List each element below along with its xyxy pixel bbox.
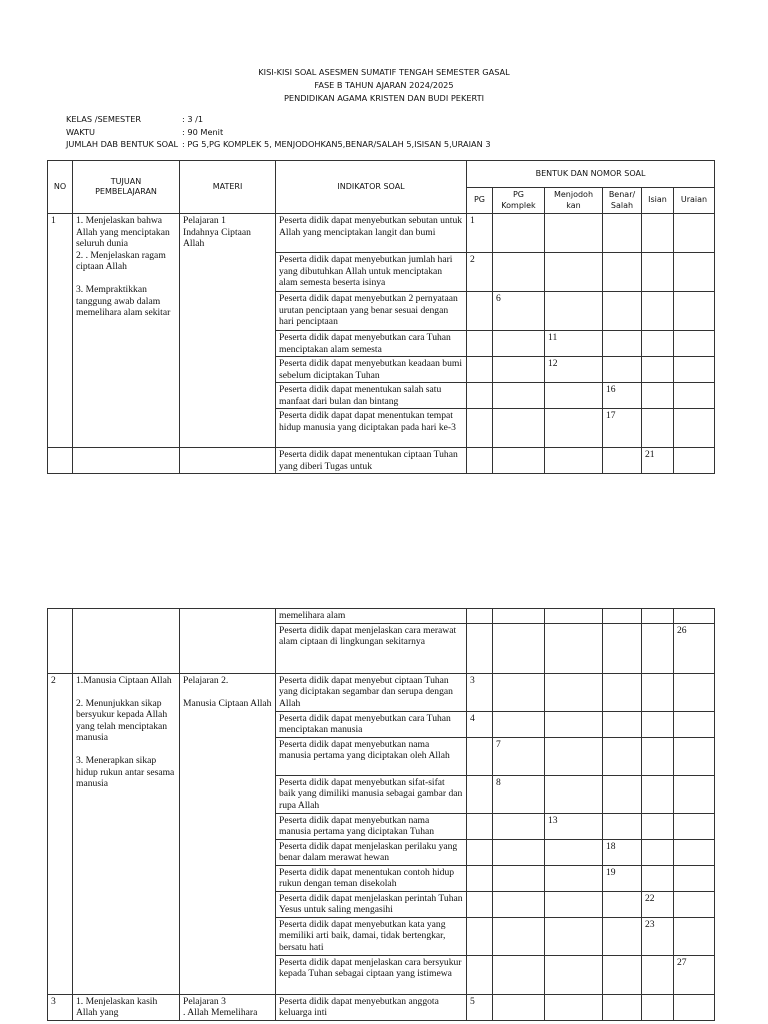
pg-komplek-cell bbox=[493, 609, 545, 624]
isian-cell: 21 bbox=[642, 448, 674, 474]
pg-komplek-cell bbox=[493, 448, 545, 474]
pg-cell: 3 bbox=[467, 673, 493, 711]
isian-cell bbox=[642, 253, 674, 292]
uraian-cell bbox=[674, 839, 715, 865]
pg-komplek-cell bbox=[493, 331, 545, 357]
col-header-pg-komplek: PG Komplek bbox=[493, 188, 545, 214]
pg-cell: 2 bbox=[467, 253, 493, 292]
pg-komplek-cell: 7 bbox=[493, 737, 545, 775]
isian-cell bbox=[642, 609, 674, 624]
table-row bbox=[48, 448, 715, 474]
indikator-cell: Peserta didik dapat menjelaskan perilaku yang benar dalam merawat hewan bbox=[276, 839, 467, 865]
isian-cell bbox=[642, 955, 674, 994]
pg-komplek-cell: 6 bbox=[493, 292, 545, 331]
menjodohkan-cell bbox=[545, 994, 603, 1020]
pg-cell bbox=[467, 331, 493, 357]
isian-cell bbox=[642, 214, 674, 253]
meta-value: : 90 Menit bbox=[182, 126, 224, 137]
pg-cell bbox=[467, 623, 493, 673]
col-header-no: NO bbox=[48, 161, 73, 214]
benar-salah-cell bbox=[603, 994, 642, 1020]
row-no: 3 bbox=[48, 994, 73, 1020]
col-header-uraian: Uraian bbox=[674, 188, 715, 214]
benar-salah-cell: 19 bbox=[603, 865, 642, 891]
benar-salah-cell: 17 bbox=[603, 409, 642, 448]
indikator-cell: Peserta didik dapat menentukan ciptaan Tuhan yang diberi Tugas untuk bbox=[276, 448, 467, 474]
pg-cell bbox=[467, 292, 493, 331]
isian-cell: 23 bbox=[642, 917, 674, 955]
materi-cell: Pelajaran 2. Manusia Ciptaan Allah bbox=[180, 673, 276, 994]
menjodohkan-cell: 12 bbox=[545, 357, 603, 383]
indikator-cell: Peserta didik dapat menjelaskan cara merawat alam ciptaan di lingkungan sekitarnya bbox=[276, 623, 467, 673]
isian-cell bbox=[642, 737, 674, 775]
isian-cell bbox=[642, 775, 674, 813]
benar-salah-cell bbox=[603, 331, 642, 357]
col-header-materi: MATERI bbox=[180, 161, 276, 214]
benar-salah-cell bbox=[603, 214, 642, 253]
uraian-cell bbox=[674, 448, 715, 474]
uraian-cell bbox=[674, 711, 715, 737]
table-header-row bbox=[48, 161, 715, 188]
pg-cell bbox=[467, 775, 493, 813]
pg-cell bbox=[467, 737, 493, 775]
menjodohkan-cell bbox=[545, 955, 603, 994]
isian-cell bbox=[642, 673, 674, 711]
indikator-cell: Peserta didik dapat menyebutkan kata yang memiliki arti baik, damai, tidak bertengkar, bersatu hati bbox=[276, 917, 467, 955]
table-row bbox=[48, 214, 715, 253]
pg-cell bbox=[467, 917, 493, 955]
isian-cell bbox=[642, 711, 674, 737]
pg-cell bbox=[467, 409, 493, 448]
benar-salah-cell bbox=[603, 357, 642, 383]
doc-subtitle-subject: PENDIDIKAN AGAMA KRISTEN DAN BUDI PEKERTI bbox=[283, 93, 485, 103]
pg-cell bbox=[467, 383, 493, 409]
isian-cell bbox=[642, 813, 674, 839]
pg-komplek-cell bbox=[493, 253, 545, 292]
pg-cell bbox=[467, 865, 493, 891]
menjodohkan-cell bbox=[545, 917, 603, 955]
menjodohkan-cell bbox=[545, 409, 603, 448]
pg-komplek-cell bbox=[493, 623, 545, 673]
benar-salah-cell bbox=[603, 609, 642, 624]
isian-cell bbox=[642, 383, 674, 409]
pg-komplek-cell bbox=[493, 955, 545, 994]
meta-label: KELAS /SEMESTER bbox=[66, 114, 142, 124]
isian-cell bbox=[642, 623, 674, 673]
indikator-cell: Peserta didik dapat menyebutkan sebutan untuk Allah yang menciptakan langit dan bumi bbox=[276, 214, 467, 253]
pg-komplek-cell bbox=[493, 813, 545, 839]
menjodohkan-cell: 11 bbox=[545, 331, 603, 357]
isian-cell bbox=[642, 994, 674, 1020]
pg-cell bbox=[467, 891, 493, 917]
menjodohkan-cell bbox=[545, 891, 603, 917]
menjodohkan-cell bbox=[545, 214, 603, 253]
uraian-cell bbox=[674, 737, 715, 775]
indikator-cell: Peserta didik dapat menjelaskan perintah Tuhan Yesus untuk saling mengasihi bbox=[276, 891, 467, 917]
doc-subtitle-phase: FASE B TAHUN AJARAN 2024/2025 bbox=[314, 80, 454, 90]
isian-cell bbox=[642, 357, 674, 383]
indikator-cell: Peserta didik dapat menyebutkan 2 pernyataan urutan penciptaan yang benar sesuai dengan hari penciptaan bbox=[276, 292, 467, 331]
benar-salah-cell bbox=[603, 292, 642, 331]
menjodohkan-cell: 13 bbox=[545, 813, 603, 839]
benar-salah-cell bbox=[603, 711, 642, 737]
benar-salah-cell bbox=[603, 253, 642, 292]
isian-cell bbox=[642, 409, 674, 448]
uraian-cell bbox=[674, 775, 715, 813]
pg-komplek-cell bbox=[493, 711, 545, 737]
materi-cell bbox=[180, 609, 276, 674]
pg-komplek-cell: 8 bbox=[493, 775, 545, 813]
isian-cell bbox=[642, 865, 674, 891]
col-header-bentuk: BENTUK DAN NOMOR SOAL bbox=[467, 161, 715, 188]
indikator-cell: Peserta didik dapat menyebutkan sifat-sifat baik yang dimiliki manusia sebagai gambar dan rupa Allah bbox=[276, 775, 467, 813]
table-row bbox=[48, 673, 715, 711]
indikator-cell: Peserta didik dapat menentukan salah satu manfaat dari bulan dan bintang bbox=[276, 383, 467, 409]
uraian-cell bbox=[674, 383, 715, 409]
pg-cell bbox=[467, 609, 493, 624]
pg-komplek-cell bbox=[493, 357, 545, 383]
uraian-cell: 26 bbox=[674, 623, 715, 673]
meta-value: : PG 5,PG KOMPLEK 5, MENJODOHKAN5,BENAR/SALAH 5,ISISAN 5,URAIAN 3 bbox=[182, 139, 491, 149]
tujuan-cell: 1.Manusia Ciptaan Allah 2. Menunjukkan sikap bersyukur kepada Allah yang telah menciptakan manusia 3. Menerapkan sikap hidup rukun antar sesama manusia bbox=[73, 673, 180, 994]
indikator-cell: Peserta didik dapat menyebutkan anggota keluarga inti bbox=[276, 994, 467, 1020]
indikator-cell: Peserta didik dapat menyebutkan jumlah hari yang dibutuhkan Allah untuk menciptakan alam semesta beserta isinya bbox=[276, 253, 467, 292]
indikator-cell: Peserta didik dapat menjelaskan cara bersyukur kepada Tuhan sebagai ciptaan yang istimewa bbox=[276, 955, 467, 994]
menjodohkan-cell bbox=[545, 292, 603, 331]
isian-cell bbox=[642, 839, 674, 865]
pg-komplek-cell bbox=[493, 839, 545, 865]
menjodohkan-cell bbox=[545, 839, 603, 865]
tujuan-cell: 1. Menjelaskan bahwa Allah yang menciptakan seluruh dunia 2. . Menjelaskan ragam ciptaan Allah 3. Mempraktikkan tanggung awab dalam memelihara alam sekitar bbox=[73, 214, 180, 448]
col-header-isian: Isian bbox=[642, 188, 674, 214]
pg-komplek-cell bbox=[493, 891, 545, 917]
uraian-cell bbox=[674, 253, 715, 292]
document-header bbox=[0, 66, 768, 105]
doc-title: KISI-KISI SOAL ASESMEN SUMATIF TENGAH SEMESTER GASAL bbox=[258, 67, 510, 77]
benar-salah-cell: 18 bbox=[603, 839, 642, 865]
materi-cell: Pelajaran 1 Indahnya Ciptaan Allah bbox=[180, 214, 276, 448]
indikator-cell: Peserta didik dapat menyebutkan nama manusia pertama yang diciptakan oleh Allah bbox=[276, 737, 467, 775]
row-no: 1 bbox=[48, 214, 73, 448]
pg-cell: 5 bbox=[467, 994, 493, 1020]
tujuan-cell bbox=[73, 448, 180, 474]
uraian-cell bbox=[674, 409, 715, 448]
kisi-kisi-table-page2 bbox=[47, 608, 715, 1021]
menjodohkan-cell bbox=[545, 383, 603, 409]
menjodohkan-cell bbox=[545, 775, 603, 813]
indikator-cell: memelihara alam bbox=[276, 609, 467, 624]
uraian-cell bbox=[674, 917, 715, 955]
uraian-cell bbox=[674, 813, 715, 839]
pg-cell bbox=[467, 357, 493, 383]
benar-salah-cell bbox=[603, 737, 642, 775]
materi-cell bbox=[180, 448, 276, 474]
col-header-pg: PG bbox=[467, 188, 493, 214]
col-header-benar-salah: Benar/ Salah bbox=[603, 188, 642, 214]
menjodohkan-cell bbox=[545, 253, 603, 292]
uraian-cell: 27 bbox=[674, 955, 715, 994]
indikator-cell: Peserta didik dapat menentukan contoh hidup rukun dengan teman disekolah bbox=[276, 865, 467, 891]
benar-salah-cell bbox=[603, 673, 642, 711]
meta-row-waktu bbox=[66, 126, 491, 139]
benar-salah-cell: 16 bbox=[603, 383, 642, 409]
indikator-cell: Peserta didik dapat menyebutkan cara Tuhan menciptakan manusia bbox=[276, 711, 467, 737]
pg-komplek-cell bbox=[493, 865, 545, 891]
benar-salah-cell bbox=[603, 448, 642, 474]
pg-komplek-cell bbox=[493, 917, 545, 955]
isian-cell bbox=[642, 292, 674, 331]
menjodohkan-cell bbox=[545, 711, 603, 737]
indikator-cell: Peserta didik dapat menyebutkan cara Tuhan menciptakan alam semesta bbox=[276, 331, 467, 357]
pg-cell bbox=[467, 955, 493, 994]
uraian-cell bbox=[674, 994, 715, 1020]
menjodohkan-cell bbox=[545, 609, 603, 624]
uraian-cell bbox=[674, 331, 715, 357]
uraian-cell bbox=[674, 214, 715, 253]
pg-komplek-cell bbox=[493, 409, 545, 448]
tujuan-cell bbox=[73, 609, 180, 674]
pg-komplek-cell bbox=[493, 994, 545, 1020]
pg-cell bbox=[467, 839, 493, 865]
benar-salah-cell bbox=[603, 623, 642, 673]
uraian-cell bbox=[674, 865, 715, 891]
isian-cell bbox=[642, 331, 674, 357]
row-no: 2 bbox=[48, 673, 73, 994]
pg-komplek-cell bbox=[493, 673, 545, 711]
materi-cell: Pelajaran 3 . Allah Memelihara bbox=[180, 994, 276, 1020]
col-header-menjodohkan: Menjodoh kan bbox=[545, 188, 603, 214]
pg-cell bbox=[467, 813, 493, 839]
indikator-cell: Peserta didik dapat menyebutkan keadaan bumi sebelum diciptakan Tuhan bbox=[276, 357, 467, 383]
benar-salah-cell bbox=[603, 775, 642, 813]
table-row bbox=[48, 609, 715, 624]
uraian-cell bbox=[674, 609, 715, 624]
indikator-cell: Peserta didik dapat dapat menentukan tempat hidup manusia yang diciptakan pada hari ke-3 bbox=[276, 409, 467, 448]
pg-cell: 1 bbox=[467, 214, 493, 253]
pg-cell bbox=[467, 448, 493, 474]
benar-salah-cell bbox=[603, 891, 642, 917]
benar-salah-cell bbox=[603, 917, 642, 955]
indikator-cell: Peserta didik dapat menyebutkan nama manusia pertama yang diciptakan Tuhan bbox=[276, 813, 467, 839]
meta-value: : 3 /1 bbox=[182, 114, 204, 124]
benar-salah-cell bbox=[603, 955, 642, 994]
tujuan-cell: 1. Menjelaskan kasih Allah yang bbox=[73, 994, 180, 1020]
row-no bbox=[48, 609, 73, 674]
menjodohkan-cell bbox=[545, 865, 603, 891]
meta-label: JUMLAH DAB BENTUK SOAL bbox=[66, 139, 179, 149]
isian-cell: 22 bbox=[642, 891, 674, 917]
uraian-cell bbox=[674, 357, 715, 383]
pg-komplek-cell bbox=[493, 383, 545, 409]
menjodohkan-cell bbox=[545, 737, 603, 775]
col-header-tujuan: TUJUAN PEMBELAJARAN bbox=[73, 161, 180, 214]
meta-row-kelas bbox=[66, 113, 491, 126]
benar-salah-cell bbox=[603, 813, 642, 839]
meta-row-jumlah bbox=[66, 138, 491, 151]
table-row bbox=[48, 994, 715, 1020]
document-meta bbox=[66, 113, 491, 151]
kisi-kisi-table-page1 bbox=[47, 160, 715, 474]
pg-komplek-cell bbox=[493, 214, 545, 253]
uraian-cell bbox=[674, 292, 715, 331]
indikator-cell: Peserta didik dapat menyebut ciptaan Tuhan yang diciptakan segambar dan serupa dengan Allah bbox=[276, 673, 467, 711]
uraian-cell bbox=[674, 891, 715, 917]
menjodohkan-cell bbox=[545, 623, 603, 673]
menjodohkan-cell bbox=[545, 448, 603, 474]
pg-cell: 4 bbox=[467, 711, 493, 737]
row-no bbox=[48, 448, 73, 474]
meta-label: WAKTU bbox=[66, 126, 95, 137]
uraian-cell bbox=[674, 673, 715, 711]
menjodohkan-cell bbox=[545, 673, 603, 711]
col-header-indikator: INDIKATOR SOAL bbox=[276, 161, 467, 214]
